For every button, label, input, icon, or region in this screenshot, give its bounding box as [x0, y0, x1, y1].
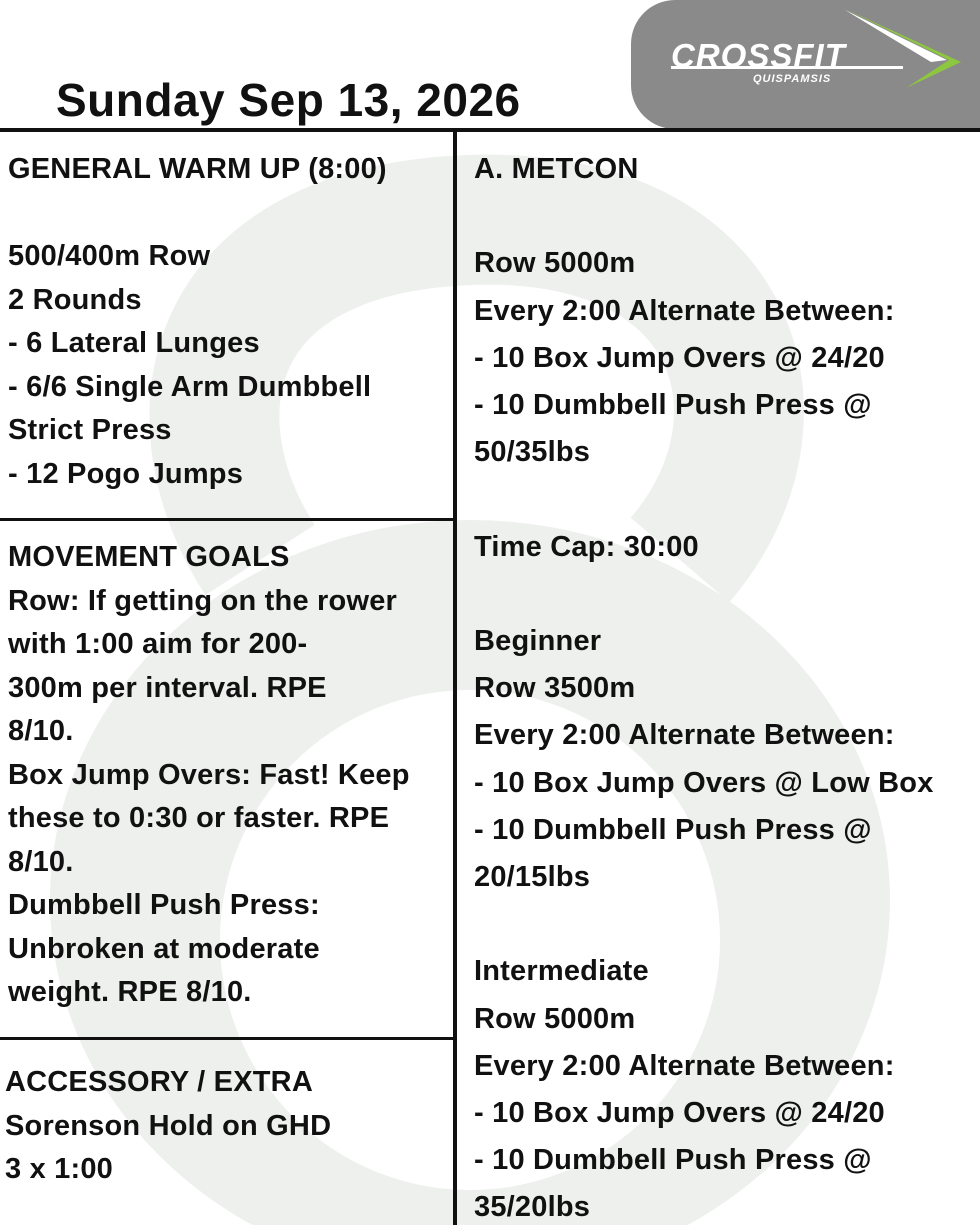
text-line: 8/10.	[8, 715, 74, 747]
text-line: 20/15lbs	[474, 861, 591, 893]
text-line: 8/10.	[8, 845, 74, 878]
section-title: ACCESSORY / EXTRA	[5, 1066, 313, 1098]
text-line: 3 x 1:00	[5, 1153, 114, 1185]
section-title: A. METCON	[474, 153, 639, 185]
text-line: - 10 Box Jump Overs @ 24/20	[474, 1097, 885, 1129]
text-line: 2 Rounds	[8, 283, 142, 316]
text-line: Unbroken at moderate	[8, 932, 320, 965]
text-line: - 12 Pogo Jumps	[8, 457, 244, 490]
text-line: Row: If getting on the rower	[8, 584, 398, 617]
text-line: Strict Press	[8, 414, 172, 446]
time-cap: Time Cap: 30:00	[474, 530, 699, 563]
text-line: - 10 Dumbbell Push Press @	[474, 389, 872, 421]
text-line: Row 3500m	[474, 672, 636, 705]
text-line: - 10 Dumbbell Push Press @	[474, 1144, 872, 1177]
text-line: Dumbbell Push Press:	[8, 889, 320, 921]
text-line: Sorenson Hold on GHD	[5, 1109, 332, 1142]
text-line: these to 0:30 or faster. RPE	[8, 802, 390, 834]
crossfit-logo	[631, 0, 980, 129]
text-line: Box Jump Overs: Fast! Keep	[8, 758, 410, 791]
column-divider	[453, 128, 457, 1225]
header-divider	[0, 128, 980, 132]
text-line: - 10 Box Jump Overs @ 24/20	[474, 341, 885, 374]
text-line: Row 5000m	[474, 247, 636, 280]
movement-goals-section	[8, 536, 410, 1015]
section-title: MOVEMENT GOALS	[8, 541, 290, 573]
text-line: Intermediate	[474, 955, 649, 988]
logo-location: QUISPAMSIS	[753, 73, 832, 85]
text-line: with 1:00 aim for 200-	[8, 628, 308, 660]
text-line: 500/400m Row	[8, 240, 211, 272]
text-line: Every 2:00 Alternate Between:	[474, 1049, 895, 1082]
workout-date: Sunday Sep 13, 2026	[56, 74, 521, 126]
text-line: - 10 Box Jump Overs @ Low Box	[474, 766, 934, 799]
logo-brand: CROSSFIT	[671, 37, 846, 74]
goals-divider	[0, 1037, 455, 1040]
metcon-section	[474, 146, 934, 1232]
text-line: Every 2:00 Alternate Between:	[474, 719, 895, 752]
warmup-divider	[0, 518, 455, 521]
text-line: Row 5000m	[474, 1002, 636, 1035]
text-line: - 6/6 Single Arm Dumbbell	[8, 370, 372, 403]
warmup-section	[8, 148, 387, 496]
text-line: weight. RPE 8/10.	[8, 976, 252, 1008]
section-title: GENERAL WARM UP (8:00)	[8, 153, 387, 185]
text-line: Every 2:00 Alternate Between:	[474, 294, 895, 327]
text-line: - 10 Dumbbell Push Press @	[474, 813, 872, 846]
text-line: - 6 Lateral Lunges	[8, 327, 260, 359]
accessory-section	[5, 1061, 331, 1192]
text-line: 300m per interval. RPE	[8, 671, 327, 704]
text-line: 50/35lbs	[474, 436, 591, 469]
text-line: 35/20lbs	[474, 1191, 591, 1224]
text-line: Beginner	[474, 624, 602, 657]
